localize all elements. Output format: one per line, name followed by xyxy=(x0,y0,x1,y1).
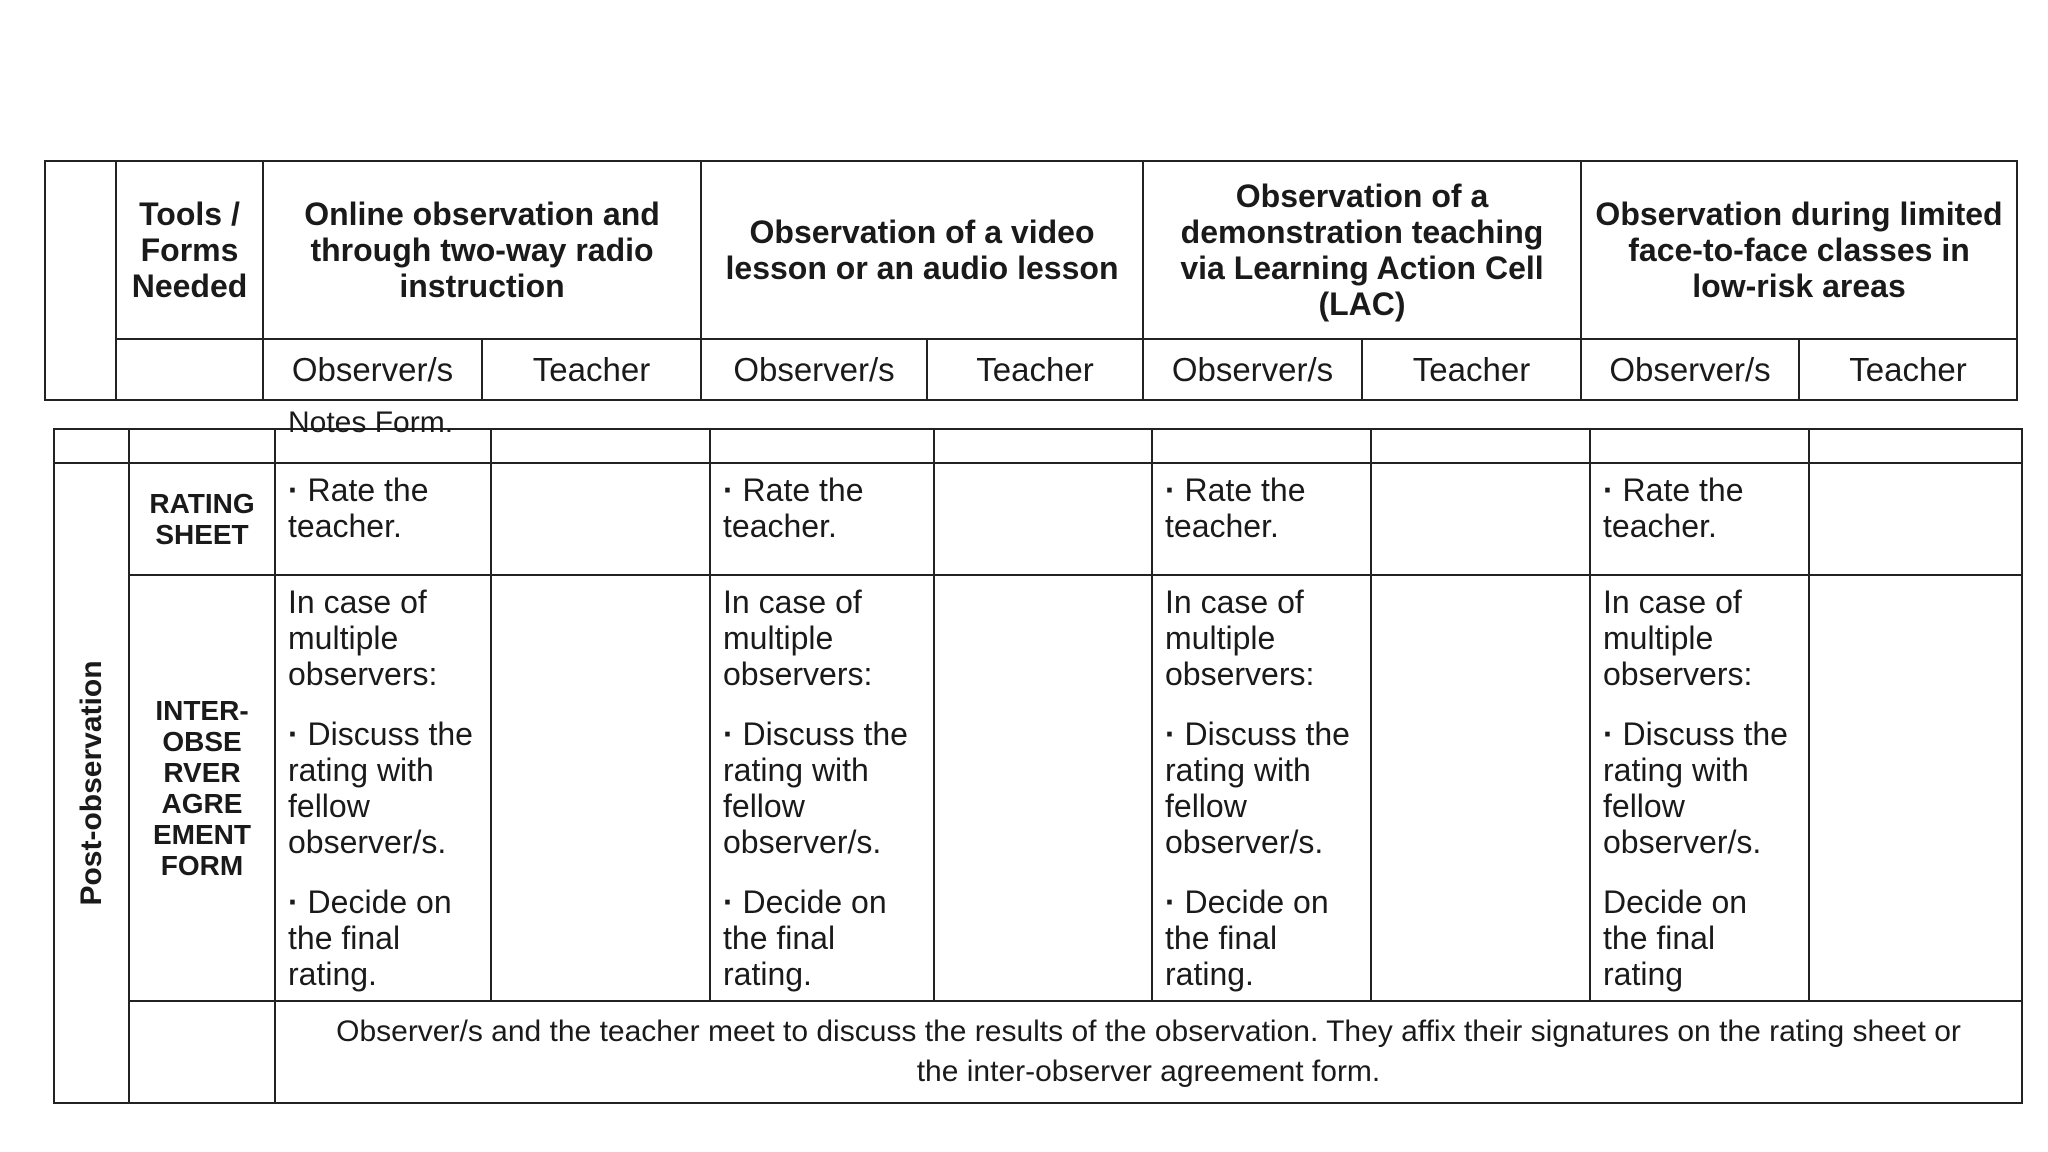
rating-sheet-tool: RATING SHEET xyxy=(129,463,275,575)
subheader-observer: Observer/s xyxy=(1143,339,1362,400)
post-observation-label: Post-observation xyxy=(74,660,108,906)
clipped-row-cell xyxy=(934,429,1152,463)
agreement-decide: · Decide on the final rating. xyxy=(1165,884,1358,992)
rating-text: · Rate the teacher. xyxy=(1165,472,1306,544)
column-header-online: Online observation and through two-way radio instruction xyxy=(263,161,701,339)
agreement-discuss: · Discuss the rating with fellow observer/s. xyxy=(288,716,478,860)
agreement-observer-cell xyxy=(710,575,934,1001)
agreement-decide: Decide on the final rating xyxy=(1603,884,1748,992)
agreement-observer-cell xyxy=(1590,575,1809,1001)
agreement-decide: · Decide on the final rating. xyxy=(288,884,478,992)
tool-cell-previous xyxy=(129,429,275,463)
clipped-row-cell xyxy=(1152,429,1371,463)
clipped-row-cell xyxy=(710,429,934,463)
agreement-teacher-cell xyxy=(1371,575,1590,1001)
closing-remarks: Observer/s and the teacher meet to discuss the results of the observation. They affix their signatures on the rating sheet or the inter-observer agreement form. xyxy=(275,1001,2022,1103)
agreement-discuss: · Discuss the rating with fellow observer/s. xyxy=(1603,716,1796,860)
subheader-observer: Observer/s xyxy=(263,339,482,400)
agreement-decide: · Decide on the final rating. xyxy=(723,884,921,992)
subheader-teacher: Teacher xyxy=(1799,339,2017,400)
agreement-form-tool: INTER-OBSE RVER AGRE EMENT FORM xyxy=(129,575,275,1001)
clipped-row-cell xyxy=(1371,429,1590,463)
rating-teacher-cell xyxy=(491,463,710,575)
agreement-teacher-cell xyxy=(934,575,1152,1001)
rating-text: · Rate the teacher. xyxy=(1603,472,1744,544)
clipped-notes-text: Notes Form. xyxy=(288,406,454,439)
agreement-teacher-cell xyxy=(1809,575,2022,1001)
table-body-block xyxy=(53,406,2021,1104)
phase-cell-previous xyxy=(54,429,129,463)
body-table xyxy=(53,406,2023,1104)
table-header-block xyxy=(44,160,2016,401)
column-header-face-to-face: Observation during limited face-to-face classes in low-risk areas xyxy=(1581,161,2017,339)
column-header-lac: Observation of a demonstration teaching via Learning Action Cell (LAC) xyxy=(1143,161,1581,339)
agreement-observer-cell xyxy=(1152,575,1371,1001)
clipped-row-cell xyxy=(275,406,491,463)
tools-forms-header: Tools / Forms Needed xyxy=(116,161,263,339)
closing-tool-cell-empty xyxy=(129,1001,275,1103)
tools-subheader-empty xyxy=(116,339,263,400)
clipped-row-cell xyxy=(1590,429,1809,463)
rating-text: · Rate the teacher. xyxy=(288,472,429,544)
agreement-discuss: · Discuss the rating with fellow observer/s. xyxy=(723,716,921,860)
subheader-observer: Observer/s xyxy=(701,339,927,400)
subheader-teacher: Teacher xyxy=(1362,339,1581,400)
clipped-row-cell xyxy=(491,429,710,463)
agreement-teacher-cell xyxy=(491,575,710,1001)
rating-text: · Rate the teacher. xyxy=(723,472,864,544)
rating-observer-cell xyxy=(710,463,934,575)
rating-teacher-cell xyxy=(1371,463,1590,575)
rating-observer-cell xyxy=(275,463,491,575)
clipped-row-cell xyxy=(1809,429,2022,463)
phase-header-cell xyxy=(45,161,116,400)
agreement-intro: In case of multiple observers: xyxy=(1603,584,1753,692)
header-table xyxy=(44,160,2018,401)
agreement-intro: In case of multiple observers: xyxy=(1165,584,1315,692)
subheader-teacher: Teacher xyxy=(927,339,1143,400)
agreement-intro: In case of multiple observers: xyxy=(288,584,438,692)
rating-teacher-cell xyxy=(1809,463,2022,575)
subheader-teacher: Teacher xyxy=(482,339,701,400)
column-header-video-audio: Observation of a video lesson or an audio lesson xyxy=(701,161,1143,339)
agreement-discuss: · Discuss the rating with fellow observer/s. xyxy=(1165,716,1358,860)
agreement-intro: In case of multiple observers: xyxy=(723,584,873,692)
agreement-observer-cell xyxy=(275,575,491,1001)
rating-observer-cell xyxy=(1590,463,1809,575)
subheader-observer: Observer/s xyxy=(1581,339,1799,400)
rating-teacher-cell xyxy=(934,463,1152,575)
post-observation-phase-cell xyxy=(54,463,129,1103)
rating-observer-cell xyxy=(1152,463,1371,575)
